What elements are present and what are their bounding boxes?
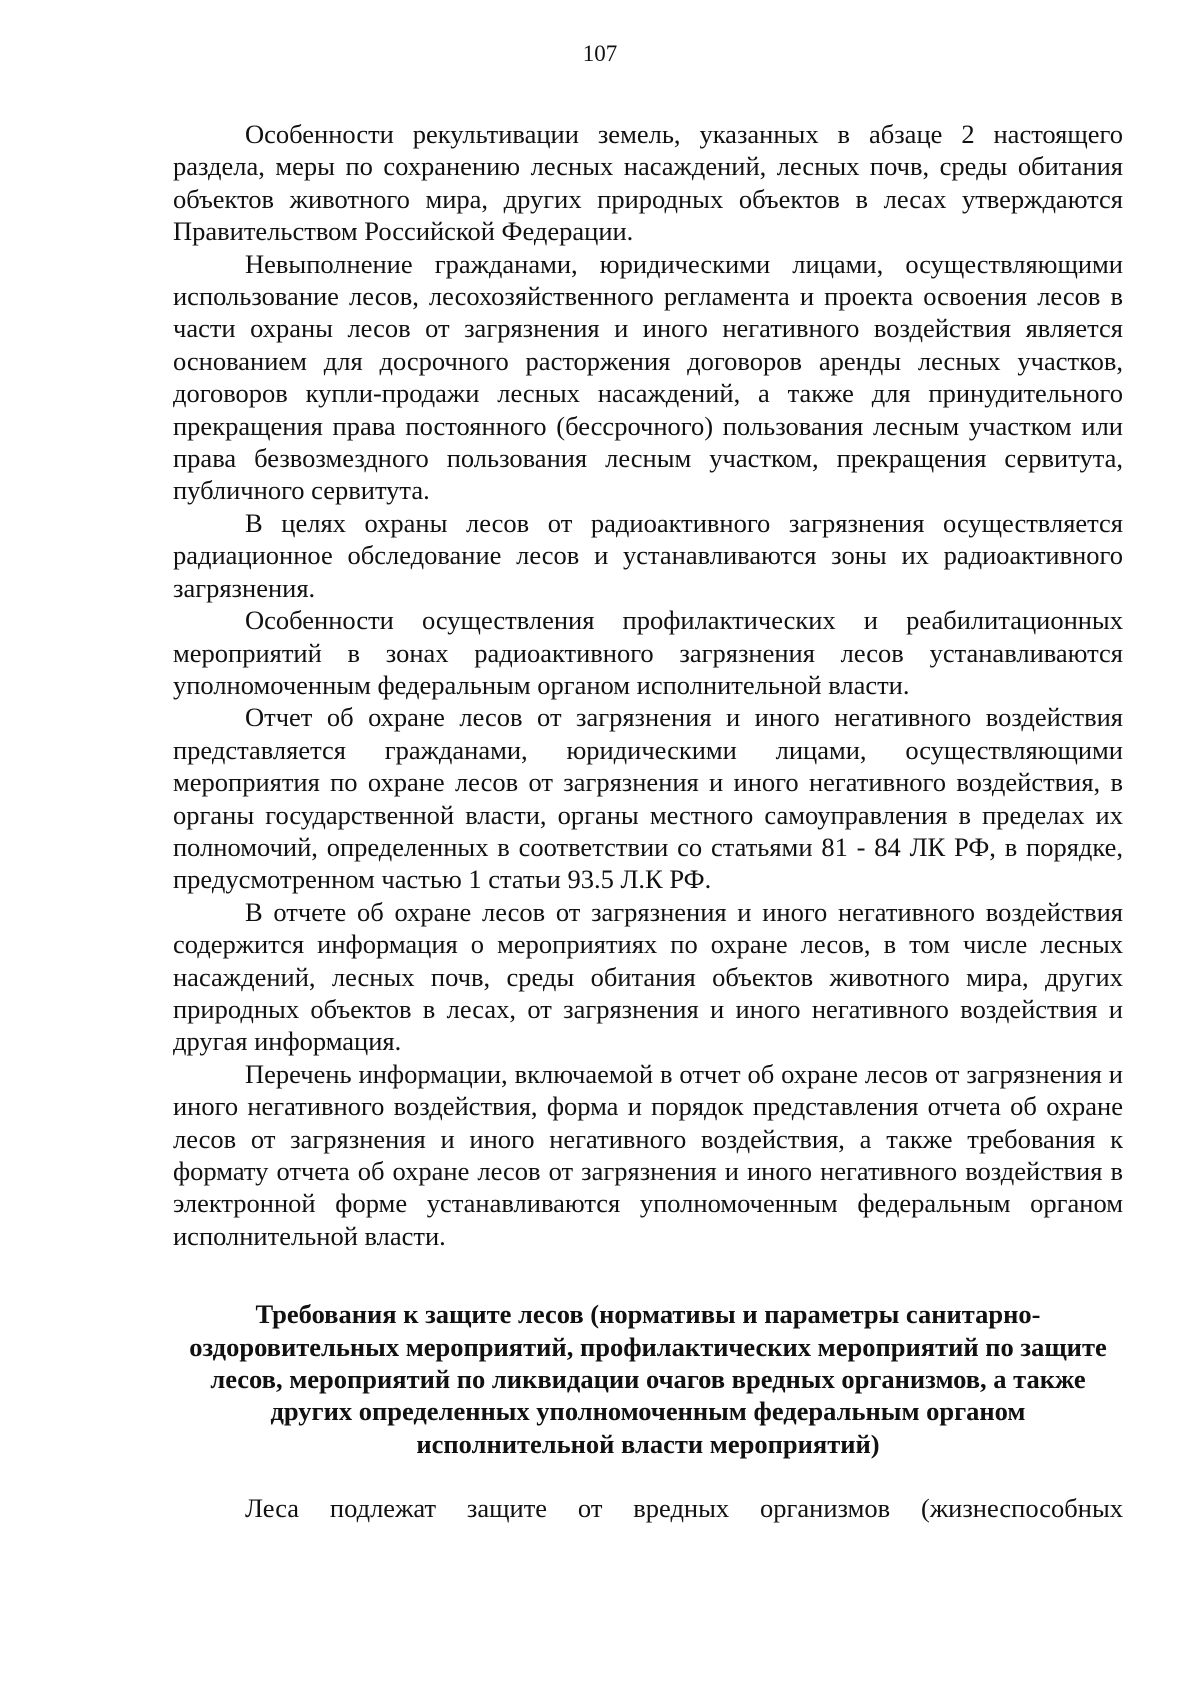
paragraph-report-submission: Отчет об охране лесов от загрязнения и иного негативного воздействия представляется гражданами, юридическими лицами, осуществляющими мероприятия по охране лесов от загрязнения и иного негативного воздействия, в органы государственной власти, органы местного самоуправления в пределах их полномочий, определенных в соответствии со статьями 81 - 84 ЛК РФ, в порядке, предусмотренном частью 1 статьи 93.5 Л.К РФ. — [173, 702, 1123, 895]
paragraph-report-contents: В отчете об охране лесов от загрязнения и иного негативного воздействия содержится информация о мероприятиях по охране лесов, в том числе лесных насаждений, лесных почв, среды обитания объектов животного мира, других природных объектов в лесах, от загрязнения и иного негативного воздействия и другая информация. — [173, 896, 1123, 1057]
page-number: 107 — [582, 41, 618, 66]
paragraph-rehabilitation: Особенности осуществления профилактических и реабилитационных мероприятий в зонах радиоактивного загрязнения лесов устанавливаются уполномоченным федеральным органом исполнительной власти. — [173, 605, 1123, 700]
paragraph-non-compliance: Невыполнение гражданами, юридическими лицами, осуществляющими использование лесов, лесохозяйственного регламента и проекта освоения лесов в части охраны лесов от загрязнения и иного негативного воздействия является основанием для досрочного расторжения договоров аренды лесных участков, договоров купли-продажи лесных насаждений, а также для принудительного прекращения права постоянного (бессрочного) пользования лесным участком или права безвозмездного пользования лесным участком, прекращения сервитута, публичного сервитута. — [173, 248, 1123, 506]
paragraph-reclamation: Особенности рекультивации земель, указанных в абзаце 2 настоящего раздела, меры по сохранению лесных насаждений, лесных почв, среды обитания объектов животного мира, других природных объектов в лесах утверждаются Правительством Российской Федерации. — [173, 119, 1123, 247]
paragraph-radiation-survey: В целях охраны лесов от радиоактивного загрязнения осуществляется радиационное обследование лесов и устанавливаются зоны их радиоактивного загрязнения. — [173, 507, 1123, 603]
paragraph-report-format: Перечень информации, включаемой в отчет об охране лесов от загрязнения и иного негативного воздействия, форма и порядок представления отчета об охране лесов от загрязнения и иного негативного воздействия, а также требования к формату отчета об охране лесов от загрязнения и иного негативного воздействия в электронной форме устанавливаются уполномоченным федеральным органом исполнительной власти. — [173, 1058, 1123, 1251]
section-heading: Требования к защите лесов (нормативы и параметры санитарно-оздоровительных мероприятий, профилактических мероприятий по защите лесов, мероприятий по ликвидации очагов вредных организмов, а также других определенных уполномоченным федеральным органом исполнительной власти мероприятий) — [189, 1299, 1107, 1459]
paragraph-forest-protection: Леса подлежат защите от вредных организмов (жизнеспособных — [245, 1493, 1123, 1524]
document-body — [173, 118, 1123, 1525]
